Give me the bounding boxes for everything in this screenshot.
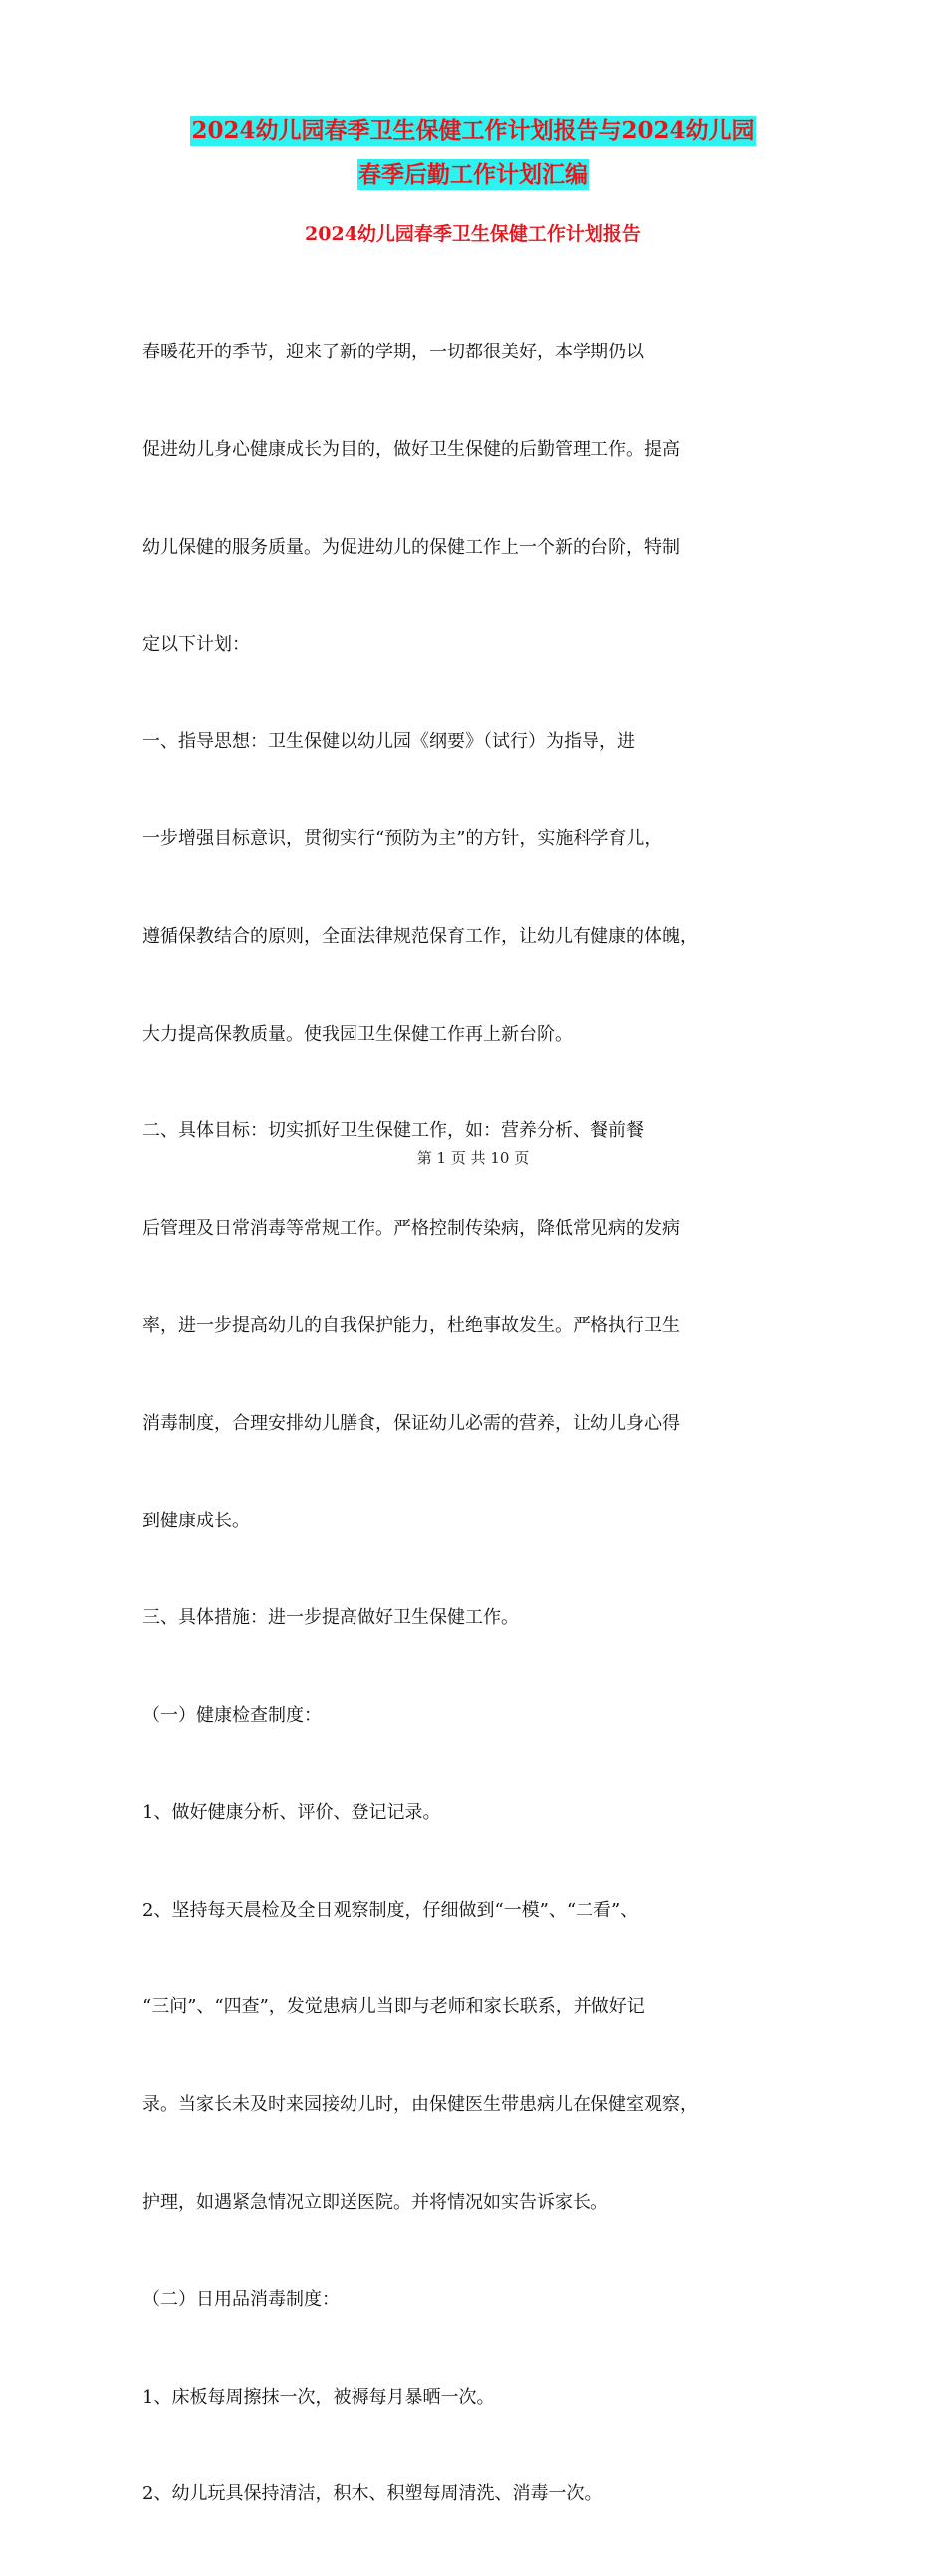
text-line: 录。当家长未及时来园接幼儿时，由保健医生带患病儿在保健室观察， bbox=[142, 2094, 698, 2116]
text-line: 到健康成长。 bbox=[142, 1510, 250, 1531]
text-line: 幼儿保健的服务质量。为促进幼儿的保健工作上一个新的台阶，特制 bbox=[142, 536, 680, 558]
page-footer: 第 1 页 共 10 页 bbox=[416, 1149, 530, 1167]
title-highlight-2: 春季后勤工作计划汇编 bbox=[358, 161, 588, 188]
text-line: 一步增强目标意识，贯彻实行“预防为主”的方针，实施科学育儿， bbox=[142, 828, 663, 850]
text-line: 二、具体目标：切实抓好卫生保健工作，如：营养分析、餐前餐 bbox=[142, 1120, 644, 1142]
text-line: 一、指导思想：卫生保健以幼儿园《纲要》（试行）为指导，进 bbox=[142, 731, 635, 753]
text-line: 定以下计划： bbox=[142, 633, 250, 655]
section-title: 2024幼儿园春季卫生保健工作计划报告 bbox=[305, 223, 641, 245]
paragraph bbox=[142, 272, 820, 2576]
text-line: 2、坚持每天晨检及全日观察制度，仔细做到“一模”、“二看”、 bbox=[142, 1899, 639, 1921]
text-line: 2、幼儿玩具保持清洁，积木、积塑每周清洗、消毒一次。 bbox=[142, 2483, 602, 2505]
text-line: 1、做好健康分析、评价、登记记录。 bbox=[142, 1801, 441, 1823]
text-line: 后管理及日常消毒等常规工作。严格控制传染病，降低常见病的发病 bbox=[142, 1218, 680, 1240]
title-highlight-1: 2024幼儿园春季卫生保健工作计划报告与2024幼儿园 bbox=[191, 117, 755, 144]
text-line: 遵循保教结合的原则，全面法律规范保育工作，让幼儿有健康的体魄， bbox=[142, 925, 698, 947]
text-line: 1、床板每周擦抹一次，被褥每月暴晒一次。 bbox=[142, 2386, 495, 2408]
text-line: 三、具体措施：进一步提高做好卫生保健工作。 bbox=[142, 1607, 519, 1629]
text-line: “三问”、“四查”，发觉患病儿当即与老师和家长联系，并做好记 bbox=[142, 1996, 645, 2018]
document-title-line-2 bbox=[0, 155, 946, 195]
text-line: 大力提高保教质量。使我园卫生保健工作再上新台阶。 bbox=[142, 1023, 573, 1045]
body-text bbox=[142, 272, 820, 2576]
document-title-line-1 bbox=[0, 112, 946, 151]
text-line: 春暖花开的季节，迎来了新的学期，一切都很美好，本学期仍以 bbox=[142, 342, 644, 363]
text-line: 促进幼儿身心健康成长为目的，做好卫生保健的后勤管理工作。提高 bbox=[142, 438, 680, 460]
text-line: 消毒制度，合理安排幼儿膳食，保证幼儿必需的营养，让幼儿身心得 bbox=[142, 1412, 680, 1434]
text-line: 率，进一步提高幼儿的自我保护能力，杜绝事故发生。严格执行卫生 bbox=[142, 1315, 680, 1336]
text-line: （二）日用品消毒制度： bbox=[142, 2288, 340, 2310]
text-line: （一）健康检查制度： bbox=[142, 1705, 322, 1727]
text-line: 护理，如遇紧急情况立即送医院。并将情况如实告诉家长。 bbox=[142, 2192, 608, 2214]
